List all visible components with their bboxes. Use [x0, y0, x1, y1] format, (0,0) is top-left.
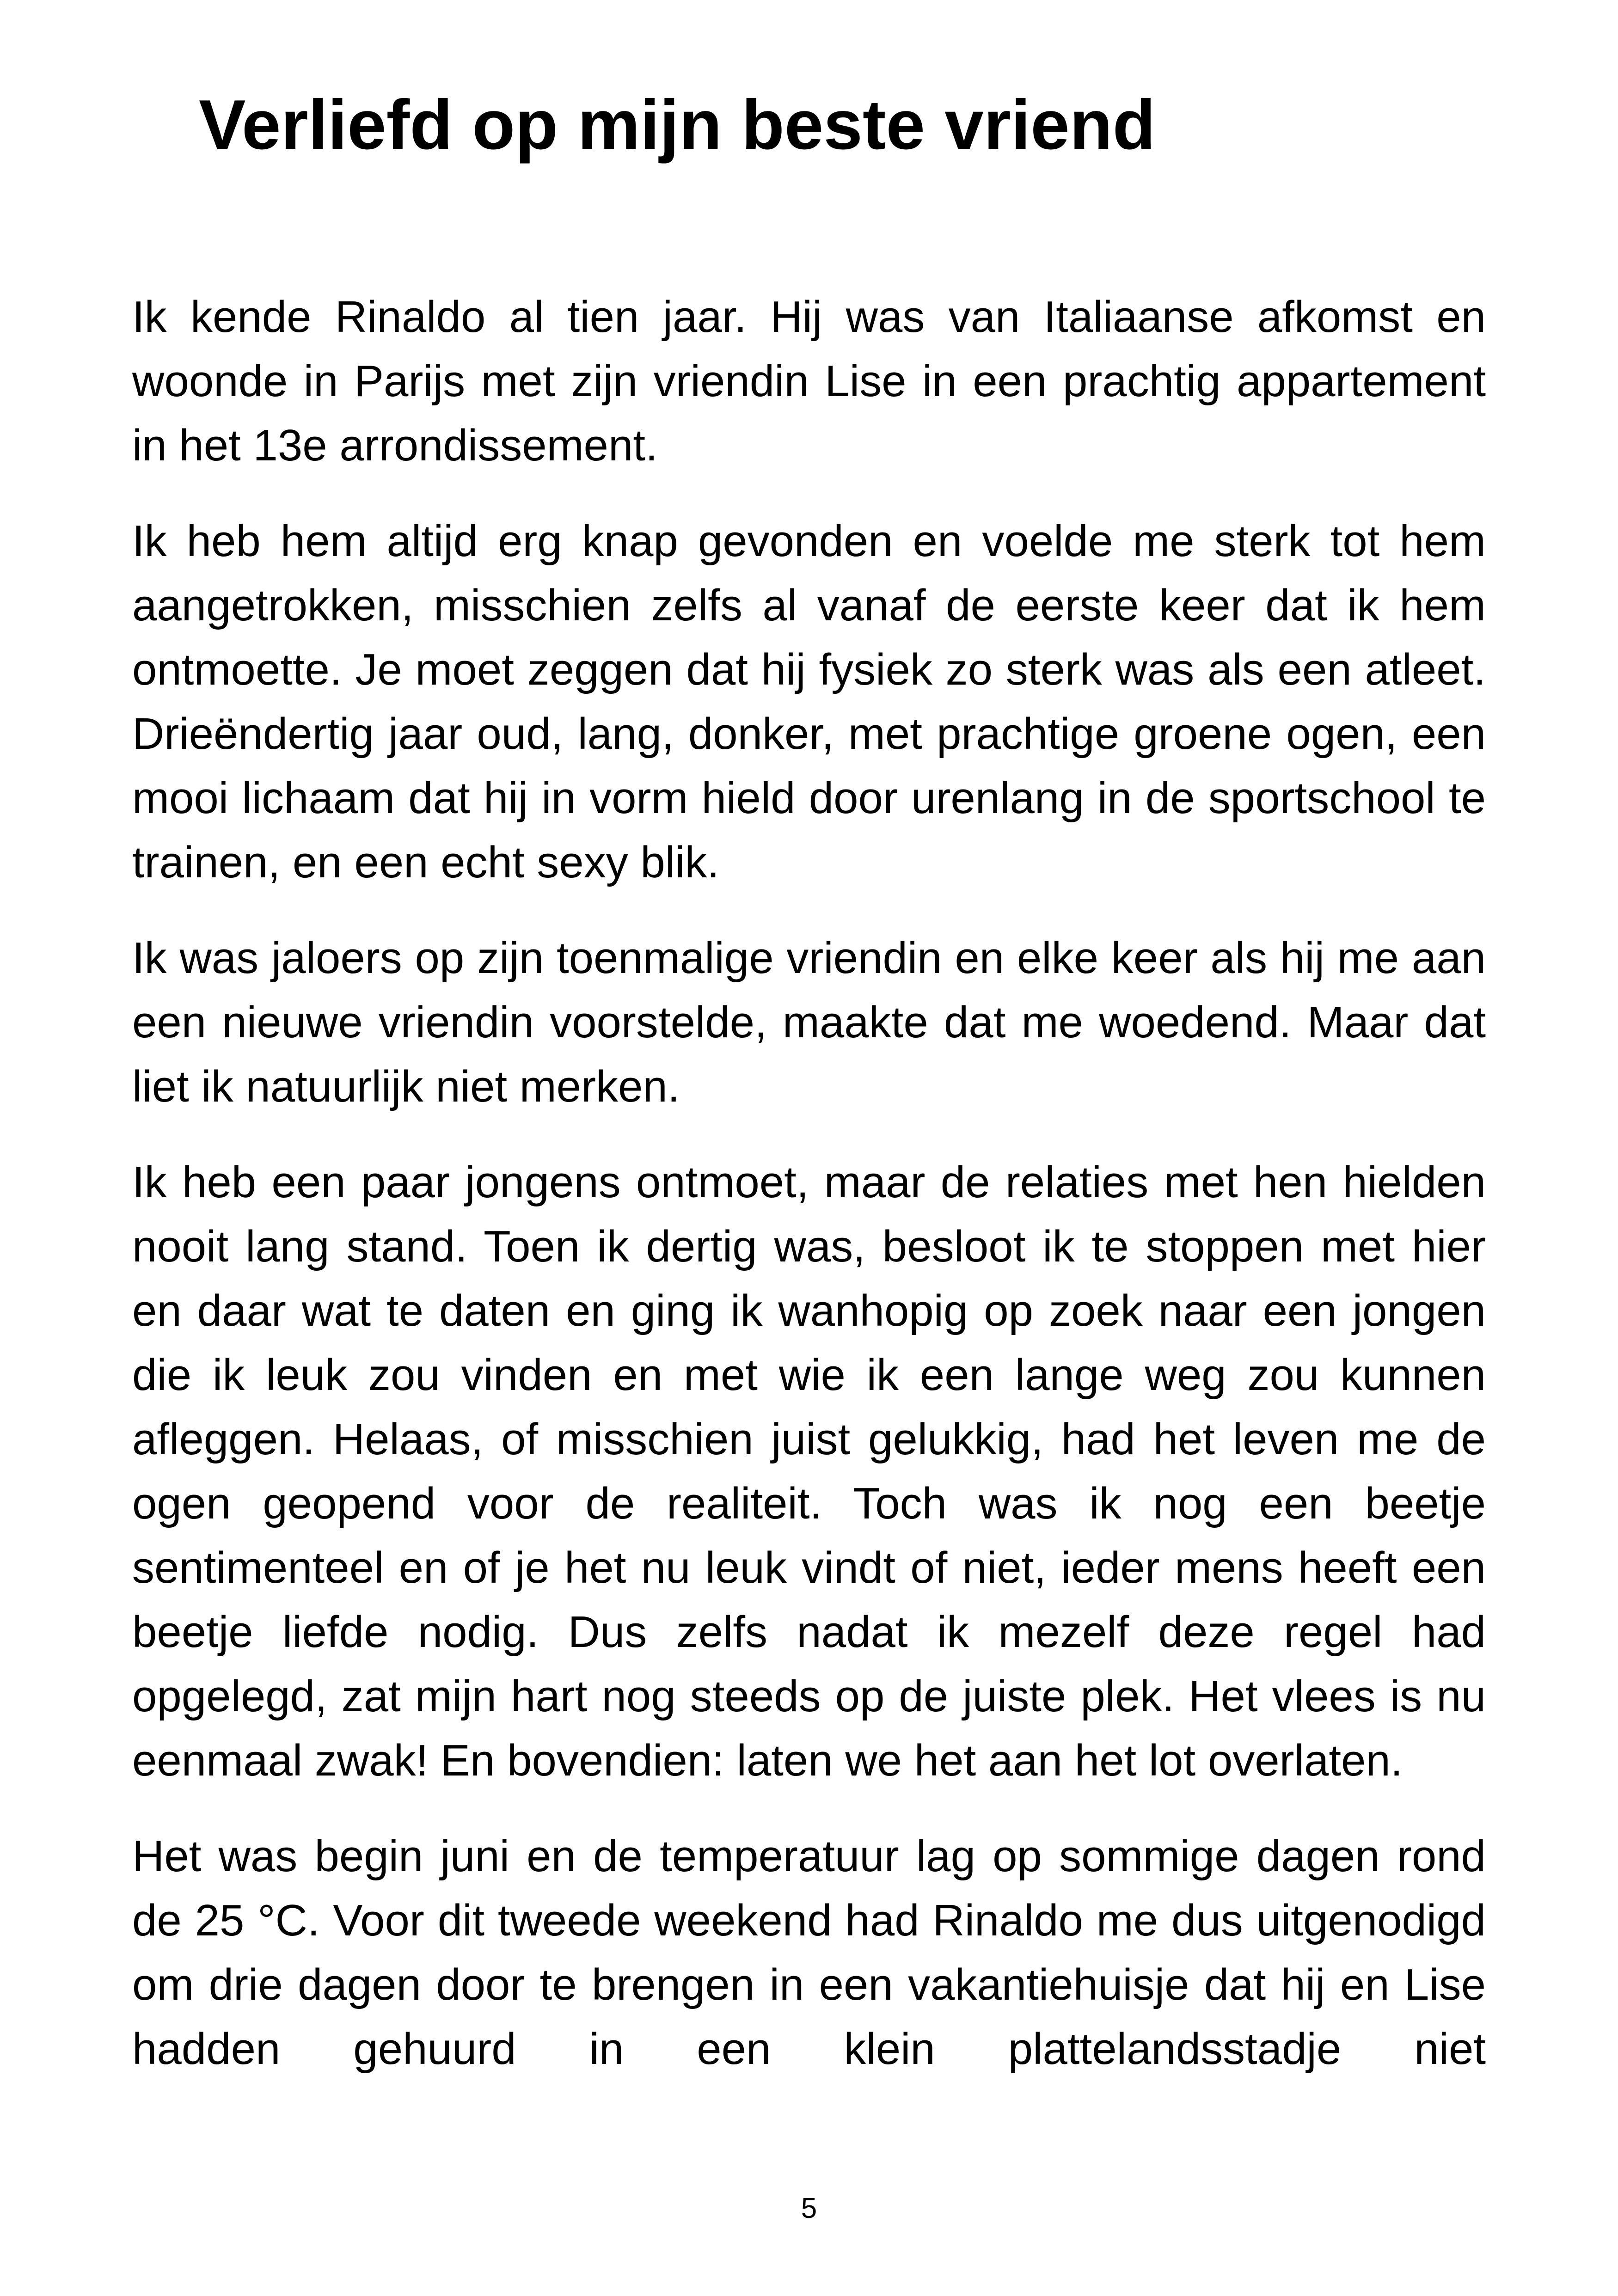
chapter-title: Verliefd op mijn beste vriend [199, 86, 1156, 164]
paragraph-5: Het was begin juni en de temperatuur lag op sommige dagen rond de 25 °C. Voor dit tweede weekend had Rinaldo me dus uitgenodigd om drie dagen door te brengen in een vakantiehuisje dat hij en Lise hadden gehuurd in een klein plattelandsstadje niet [132, 1831, 1486, 2074]
paragraph-4: Ik heb een paar jongens ontmoet, maar de relaties met hen hielden nooit lang stand. Toen ik dertig was, besloot ik te stoppen met hier en daar wat te daten en ging ik wanhopig op zoek naar een jongen die ik leuk zou vinden en met wie ik een lange weg zou kunnen afleggen. Helaas, of misschien juist gelukkig, had het leven me de ogen geopend voor de realiteit. Toch was ik nog een beetje sentimenteel en of je het nu leuk vindt of niet, ieder mens heeft een beetje liefde nodig. Dus zelfs nadat ik mezelf deze regel had opgelegd, zat mijn hart nog steeds op de juiste plek. Het vlees is nu eenmaal zwak! En bovendien: laten we het aan het lot overlaten. [132, 1157, 1486, 1785]
paragraph-1: Ik kende Rinaldo al tien jaar. Hij was van Italiaanse afkomst en woonde in Parijs met zijn vriendin Lise in een prachtig appartement in het 13e arrondissement. [132, 292, 1486, 470]
paragraph-2: Ik heb hem altijd erg knap gevonden en voelde me sterk tot hem aangetrokken, misschien zelfs al vanaf de eerste keer dat ik hem ontmoette. Je moet zeggen dat hij fysiek zo sterk was als een atleet. Drieëndertig jaar oud, lang, donker, met prachtige groene ogen, een mooi lichaam dat hij in vorm hield door urenlang in de sportschool te trainen, en een echt sexy blik. [132, 516, 1486, 887]
body-text [132, 285, 1486, 2081]
paragraph-3: Ik was jaloers op zijn toenmalige vriendin en elke keer als hij me aan een nieuwe vriendin voorstelde, maakte dat me woedend. Maar dat liet ik natuurlijk niet merken. [132, 933, 1486, 1111]
page-number: 5 [801, 2192, 817, 2224]
